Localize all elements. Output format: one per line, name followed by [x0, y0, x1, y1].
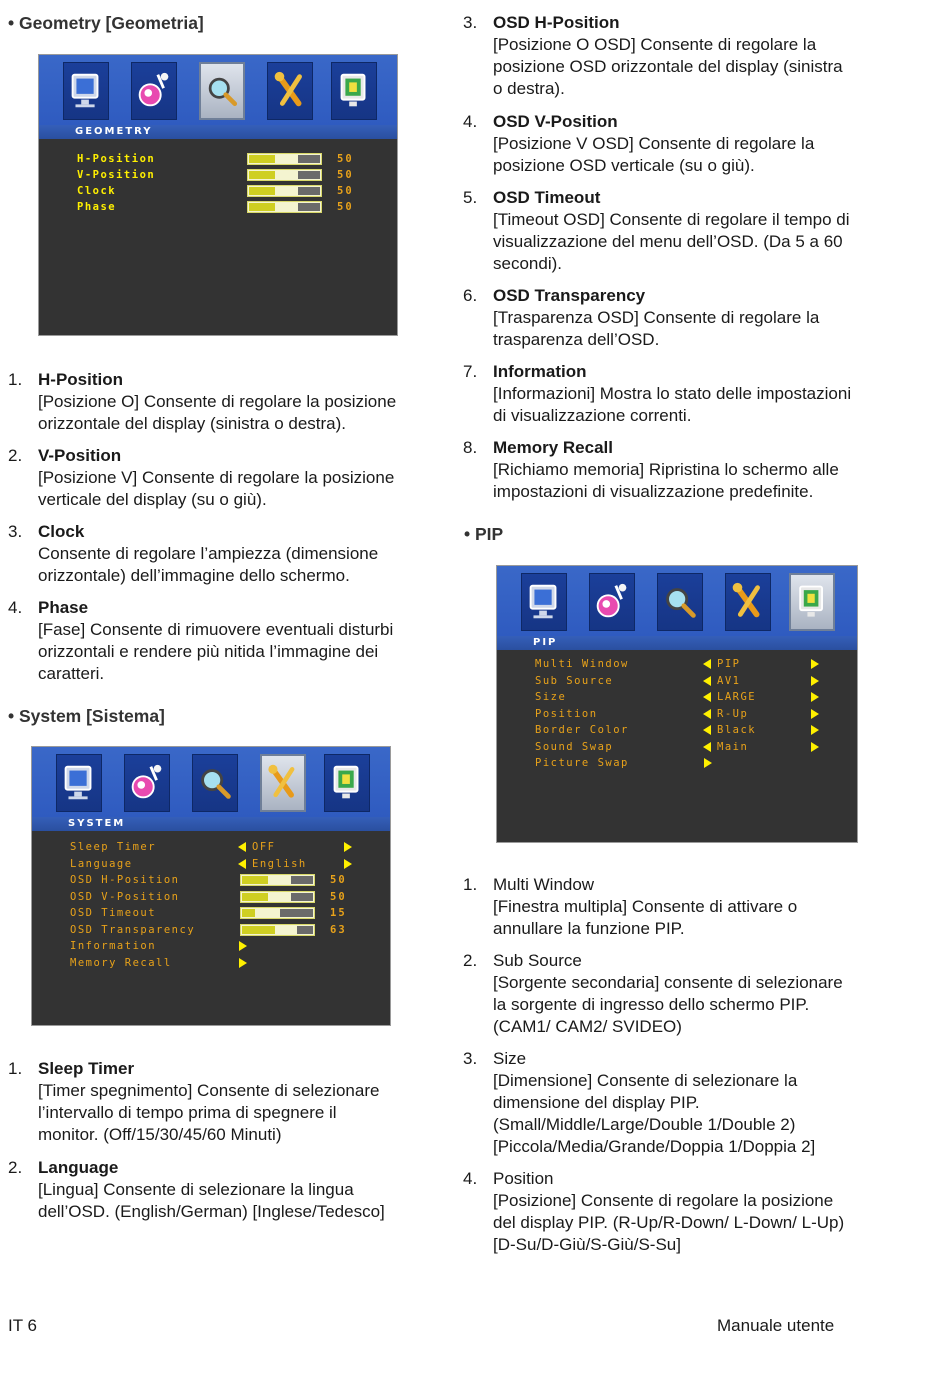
- osd-choice: [238, 856, 307, 872]
- osd-icon-bar: [497, 566, 857, 636]
- item-title: Information: [493, 362, 587, 381]
- osd-slider-rest: [297, 926, 313, 934]
- osd-row-label: Sound Swap: [535, 740, 614, 753]
- osd-icon-bar: [39, 55, 397, 125]
- osd-section-label: GEOMETRY: [39, 125, 397, 139]
- arrow-right-icon: [239, 941, 247, 951]
- osd-choice: [703, 689, 756, 705]
- osd-choice-value: PIP: [717, 658, 741, 670]
- arrow-right-icon: [811, 742, 819, 752]
- item-body: [493, 950, 843, 1038]
- monitor-icon: [56, 754, 102, 812]
- osd-row-label: Picture Swap: [535, 757, 629, 769]
- arrow-right-icon: [811, 709, 819, 719]
- item-description-line: o destra).: [493, 79, 565, 98]
- arrow-left-icon: [703, 692, 711, 702]
- item-description-line: di visualizzazione correnti.: [493, 406, 692, 425]
- osd-choice-value: R-Up: [717, 707, 749, 720]
- arrow-right-icon: [344, 842, 352, 852]
- item-description-line: [Timeout OSD] Consente di regolare il tempo di: [493, 210, 850, 229]
- osd-slider-rest: [291, 876, 313, 884]
- geometry-osd-screenshot: [38, 54, 398, 336]
- osd-row-label: Sleep Timer: [70, 841, 157, 853]
- arrow-right-icon: [239, 958, 247, 968]
- item-description-line: monitor. (Off/15/30/45/60 Minuti): [38, 1125, 282, 1144]
- page-number: IT 6: [8, 1316, 37, 1335]
- osd-row-value: 50: [337, 201, 354, 213]
- osd-row-value: 50: [337, 153, 354, 165]
- item-description-line: [Sorgente secondaria] consente di selezionare: [493, 973, 843, 992]
- arrow-right-icon: [811, 676, 819, 686]
- osd-row-label: Clock: [77, 185, 117, 197]
- osd-row-value: 15: [330, 907, 347, 919]
- item-description-line: Consente di regolare l’ampiezza (dimensione: [38, 544, 379, 563]
- item-number: 2.: [463, 951, 478, 970]
- item-title: Sub Source: [493, 951, 582, 970]
- item-description-line: [Posizione O] Consente di regolare la posizione: [38, 392, 397, 411]
- item-description-line: (Small/Middle/Large/Double 1/Double 2): [493, 1115, 796, 1134]
- arrow-left-icon: [703, 659, 711, 669]
- item-description-line: l’intervallo di tempo prima di spegnere il: [38, 1103, 337, 1122]
- manual-title: Manuale utente: [717, 1316, 835, 1335]
- osd-slider-fill: [249, 171, 275, 179]
- item-description-line: posizione OSD verticale (su o giù).: [493, 156, 755, 175]
- osd-slider-rest: [298, 203, 320, 211]
- color-icon: [124, 754, 170, 812]
- osd-slider: [240, 891, 315, 903]
- item-title: OSD H-Position: [493, 13, 620, 32]
- item-description-line: [Trasparenza OSD] Consente di regolare la: [493, 308, 820, 327]
- osd-choice-value: Main: [717, 740, 749, 753]
- osd-row-label: Language: [70, 857, 133, 870]
- item-title: Clock: [38, 522, 85, 541]
- osd-row-label: OSD Timeout: [70, 907, 157, 919]
- osd-choice: [703, 706, 748, 722]
- item-body: [493, 437, 839, 503]
- color-icon: [131, 62, 177, 120]
- item-description-line: secondi).: [493, 254, 562, 273]
- system-heading: • System [Sistema]: [8, 706, 165, 726]
- item-description-line: orizzontali e rendere più nitida l’immagine dei: [38, 642, 379, 661]
- item-title: OSD Timeout: [493, 188, 601, 207]
- item-description-line: orizzontale del display (sinistra o destra).: [38, 414, 347, 433]
- osd-slider-rest: [280, 909, 313, 917]
- item-number: 6.: [463, 286, 478, 305]
- osd-choice-value: LARGE: [717, 691, 757, 703]
- osd-section-label: SYSTEM: [32, 817, 390, 831]
- tools-icon: [267, 62, 313, 120]
- monitor-icon: [63, 62, 109, 120]
- magnifier-icon: [657, 573, 703, 631]
- item-description-line: [Posizione O OSD] Consente di regolare la: [493, 35, 817, 54]
- item-body: [38, 1157, 385, 1223]
- item-description-line: [Timer spegnimento] Consente di selezionare: [38, 1081, 380, 1100]
- osd-slider-rest: [298, 171, 320, 179]
- item-number: 4.: [463, 1169, 478, 1188]
- pip-heading: • PIP: [464, 524, 504, 544]
- system-osd-screenshot: [31, 746, 391, 1026]
- item-description-line: caratteri.: [38, 664, 105, 683]
- monitor-icon: [521, 573, 567, 631]
- osd-slider-fill: [249, 203, 275, 211]
- osd-row-value: 50: [330, 890, 347, 903]
- osd-slider-rest: [291, 893, 313, 901]
- osd-slider: [247, 185, 322, 197]
- osd-choice: [703, 722, 756, 738]
- item-description-line: posizione OSD orizzontale del display (sinistra: [493, 57, 843, 76]
- item-description-line: dimensione del display PIP.: [493, 1093, 700, 1112]
- osd-choice: [238, 839, 275, 855]
- arrow-right-icon: [704, 758, 712, 768]
- item-description-line: [D-Su/D-Giù/S-Giù/S-Su]: [493, 1235, 681, 1254]
- osd-row-label: Information: [70, 940, 157, 952]
- item-number: 2.: [8, 1158, 23, 1177]
- item-title: H-Position: [38, 370, 123, 389]
- arrow-right-icon: [811, 725, 819, 735]
- item-number: 4.: [8, 598, 23, 617]
- osd-choice-value: OFF: [252, 841, 276, 853]
- osd-row-label: Phase: [77, 201, 117, 213]
- arrow-left-icon: [703, 676, 711, 686]
- osd-row-label: Sub Source: [535, 674, 614, 687]
- osd-choice: [703, 673, 740, 689]
- osd-row-label: Size: [535, 691, 567, 703]
- item-body: [493, 285, 819, 351]
- osd-slider-rest: [298, 187, 320, 195]
- item-description-line: [Posizione V OSD] Consente di regolare la: [493, 134, 815, 153]
- item-description-line: [Finestra multipla] Consente di attivare o: [493, 897, 798, 916]
- item-body: [493, 1048, 815, 1158]
- osd-slider: [247, 169, 322, 181]
- osd-slider-fill: [249, 187, 275, 195]
- exit-icon: [789, 573, 835, 631]
- osd-slider: [240, 924, 315, 936]
- osd-row-label: Position: [535, 707, 598, 720]
- item-body: [38, 369, 396, 435]
- arrow-left-icon: [703, 709, 711, 719]
- item-body: [493, 1168, 844, 1256]
- pip-osd-screenshot: [496, 565, 858, 843]
- item-number: 2.: [8, 446, 23, 465]
- osd-slider: [247, 153, 322, 165]
- osd-row-value: 50: [337, 169, 354, 181]
- osd-choice: [703, 739, 748, 755]
- item-title: Sleep Timer: [38, 1059, 135, 1078]
- item-body: [38, 597, 393, 685]
- item-description-line: [Lingua] Consente di selezionare la lingua: [38, 1180, 354, 1199]
- item-description-line: verticale del display (su o giù).: [38, 490, 267, 509]
- arrow-right-icon: [344, 859, 352, 869]
- item-number: 8.: [463, 438, 478, 457]
- item-title: Phase: [38, 598, 89, 617]
- osd-slider: [240, 907, 315, 919]
- item-title: Language: [38, 1158, 119, 1177]
- arrow-left-icon: [238, 842, 246, 852]
- item-description-line: impostazioni di visualizzazione predefinite.: [493, 482, 814, 501]
- osd-section-label: PIP: [497, 636, 857, 650]
- item-description-line: trasparenza dell’OSD.: [493, 330, 660, 349]
- item-description-line: [Dimensione] Consente di selezionare la: [493, 1071, 798, 1090]
- item-description-line: [Posizione V] Consente di regolare la posizione: [38, 468, 395, 487]
- osd-row-value: 63: [330, 923, 347, 936]
- item-title: Size: [493, 1049, 527, 1068]
- osd-row-label: Multi Window: [535, 658, 629, 670]
- item-body: [38, 445, 394, 511]
- item-description-line: [Posizione] Consente di regolare la posizione: [493, 1191, 834, 1210]
- item-number: 1.: [8, 1059, 23, 1078]
- osd-row-value: 50: [337, 185, 354, 197]
- item-number: 3.: [463, 1049, 478, 1068]
- geometry-heading: • Geometry [Geometria]: [8, 13, 204, 33]
- osd-slider: [240, 874, 315, 886]
- osd-row-label: Memory Recall: [70, 956, 172, 969]
- item-title: Position: [493, 1169, 554, 1188]
- osd-slider-fill: [242, 893, 268, 901]
- osd-row-value: 50: [330, 874, 347, 886]
- item-number: 5.: [463, 188, 478, 207]
- item-body: [493, 187, 850, 275]
- osd-choice-value: AV1: [717, 674, 741, 687]
- osd-slider-fill: [242, 876, 268, 884]
- item-description-line: visualizzazione del menu dell’OSD. (Da 5 a 60: [493, 232, 843, 251]
- item-number: 1.: [8, 370, 23, 389]
- item-number: 7.: [463, 362, 478, 381]
- item-description-line: [Fase] Consente di rimuovere eventuali disturbi: [38, 620, 394, 639]
- item-title: V-Position: [38, 446, 122, 465]
- item-number: 1.: [463, 875, 478, 894]
- item-title: OSD Transparency: [493, 286, 646, 305]
- tools-icon: [725, 573, 771, 631]
- osd-row-label: OSD H-Position: [70, 874, 180, 886]
- osd-icon-bar: [32, 747, 390, 817]
- item-description-line: la sorgente di ingresso dello schermo PIP.: [493, 995, 810, 1014]
- item-number: 3.: [463, 13, 478, 32]
- exit-icon: [324, 754, 370, 812]
- osd-row-label: OSD Transparency: [70, 923, 196, 936]
- tools-icon: [260, 754, 306, 812]
- osd-row-label: OSD V-Position: [70, 890, 180, 903]
- item-description-line: del display PIP. (R-Up/R-Down/ L-Down/ L-Up): [493, 1213, 845, 1232]
- osd-choice-value: Black: [717, 724, 757, 736]
- item-body: [38, 1058, 379, 1146]
- item-description-line: orizzontale) dell’immagine dello schermo.: [38, 566, 350, 585]
- osd-row-label: H-Position: [77, 153, 156, 165]
- item-body: [493, 874, 797, 940]
- osd-slider-rest: [298, 155, 320, 163]
- magnifier-icon: [199, 62, 245, 120]
- item-number: 3.: [8, 522, 23, 541]
- item-title: Multi Window: [493, 875, 595, 894]
- arrow-left-icon: [238, 859, 246, 869]
- item-body: [493, 12, 843, 100]
- osd-slider-fill: [242, 909, 255, 917]
- item-number: 4.: [463, 112, 478, 131]
- item-body: [38, 521, 378, 587]
- magnifier-icon: [192, 754, 238, 812]
- item-title: Memory Recall: [493, 438, 613, 457]
- item-body: [493, 111, 814, 177]
- osd-choice-value: English: [252, 857, 307, 870]
- item-description-line: [Richiamo memoria] Ripristina lo schermo alle: [493, 460, 839, 479]
- osd-slider: [247, 201, 322, 213]
- arrow-right-icon: [811, 659, 819, 669]
- item-description-line: [Informazioni] Mostra lo stato delle impostazioni: [493, 384, 852, 403]
- osd-choice: [703, 656, 740, 672]
- item-body: [493, 361, 851, 427]
- osd-slider-fill: [242, 926, 275, 934]
- item-description-line: [Piccola/Media/Grande/Doppia 1/Doppia 2]: [493, 1137, 816, 1156]
- exit-icon: [331, 62, 377, 120]
- osd-row-label: V-Position: [77, 169, 156, 181]
- item-description-line: dell’OSD. (English/German) [Inglese/Tedesco]: [38, 1202, 385, 1221]
- arrow-left-icon: [703, 742, 711, 752]
- color-icon: [589, 573, 635, 631]
- arrow-left-icon: [703, 725, 711, 735]
- osd-slider-fill: [249, 155, 275, 163]
- item-description-line: annullare la funzione PIP.: [493, 919, 685, 938]
- osd-row-label: Border Color: [535, 724, 629, 736]
- arrow-right-icon: [811, 692, 819, 702]
- item-title: OSD V-Position: [493, 112, 618, 131]
- item-description-line: (CAM1/ CAM2/ SVIDEO): [493, 1017, 682, 1036]
